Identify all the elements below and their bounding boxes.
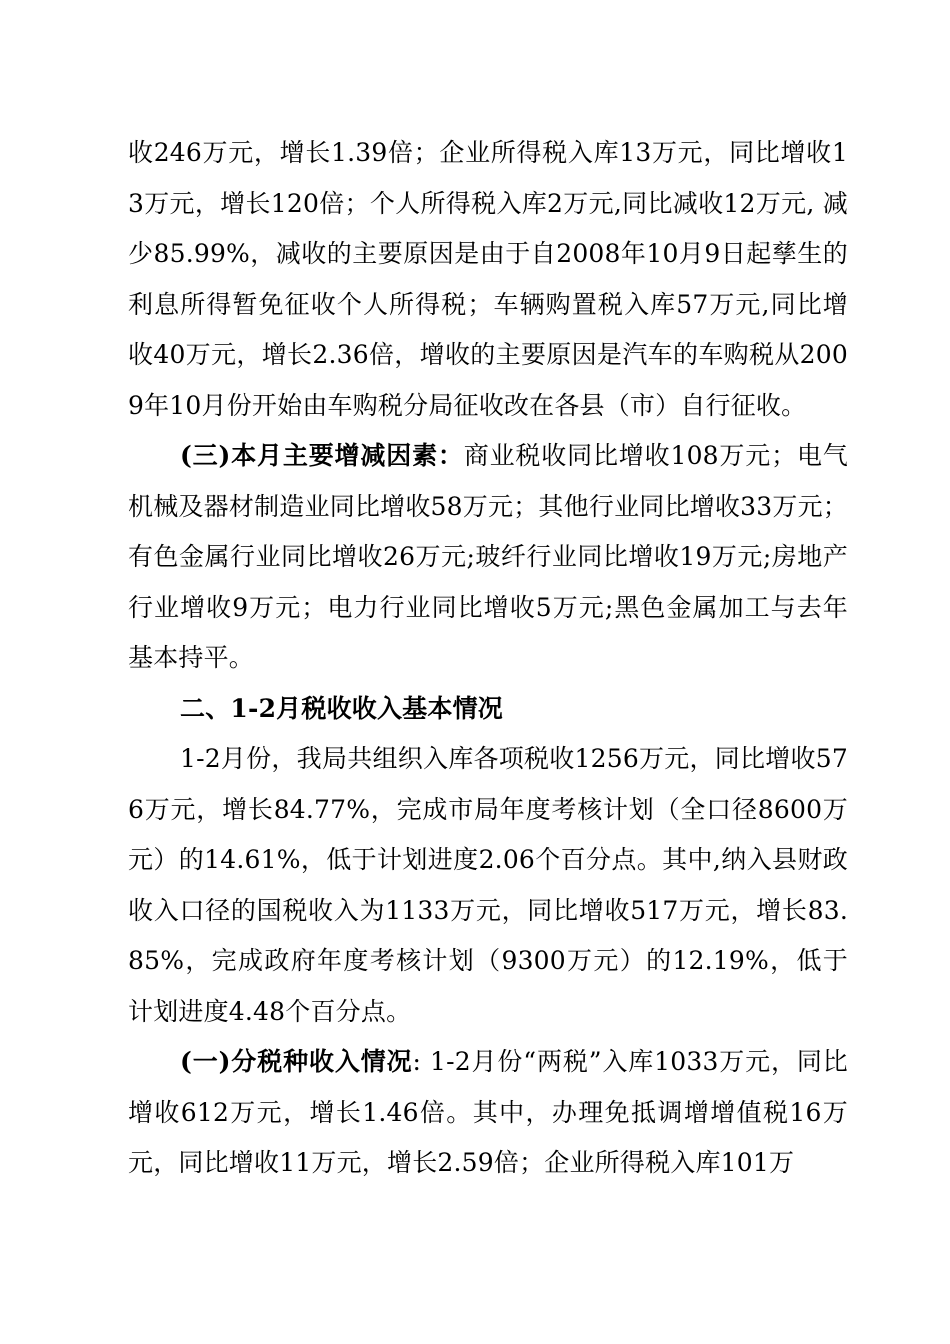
document-body xyxy=(128,128,848,1189)
paragraph-text: 1-2月份，我局共组织入库各项税收1256万元，同比增收576万元，增长84.77%，完成市局年度考核计划（全口径8600万元）的14.61%，低于计划进度2.06个百分点。其中,纳入县财政收入口径的国税收入为1133万元，同比增收517万元，增长83.85%，完成政府年度考核计划（9300万元）的12.19%，低于计划进度4.48个百分点。 xyxy=(128,744,848,1026)
paragraph-tax-details xyxy=(128,128,848,431)
section-heading-text: 二、1-2月税收收入基本情况 xyxy=(180,693,503,723)
paragraph-monthly-factors xyxy=(128,431,848,684)
paragraph-jan-feb-overview xyxy=(128,734,848,1037)
section-heading xyxy=(128,684,848,735)
paragraph-text: 收246万元，增长1.39倍；企业所得税入库13万元，同比增收13万元，增长120倍；个人所得税入库2万元,同比减收12万元, 减少85.99%，减收的主要原因是由于自2008年10月9日起孳生的利息所得暂免征收个人所得税；车辆购置税入库57万元,同比增收40万元，增长2.36倍，增收的主要原因是汽车的车购税从2009年10月份开始由车购税分局征收改在各县（市）自行征收。 xyxy=(128,138,848,420)
paragraph-text: 商业税收同比增收108万元；电气机械及器材制造业同比增收58万元；其他行业同比增收33万元；有色金属行业同比增收26万元;玻纤行业同比增收19万元;房地产行业增收9万元；电力行业同比增收5万元;黑色金属加工与去年基本持平。 xyxy=(128,441,848,672)
subsection-heading: (三)本月主要增减因素： xyxy=(180,441,464,470)
paragraph-text: : 1-2月份“两税”入库1033万元，同比增收612万元，增长1.46倍。其中，办理免抵调增增值税16万元，同比增收11万元，增长2.59倍；企业所得税入库101万 xyxy=(128,1047,848,1177)
subsection-heading: (一)分税种收入情况 xyxy=(180,1047,413,1076)
paragraph-tax-type-income xyxy=(128,1037,848,1189)
